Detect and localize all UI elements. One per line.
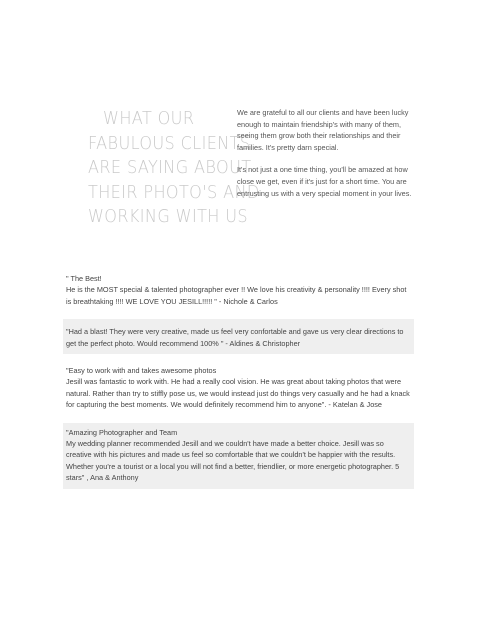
hero-title-line: FABULOUS CLIENTS <box>88 133 251 154</box>
testimonial-body: Jesill was fantastic to work with. He had a really cool vision. He was great about taking photos that were natural. Rather than try to stiffly pose us, we would instead just do things very casually and he had a knack for capturing the best moments. We would definitely recommend him to anyone". - Katelan & Jose <box>66 377 410 410</box>
hero-title-line: ARE SAYING ABOUT <box>88 158 252 178</box>
testimonial-heading: "Easy to work with and takes awesome photos <box>66 366 217 376</box>
hero-title-line: WHAT OUR <box>103 109 195 129</box>
hero-title-line: THEIR PHOTO'S AND <box>88 182 260 203</box>
testimonial-heading: "Amazing Photographer and Team <box>66 427 178 437</box>
testimonial-card <box>63 362 414 415</box>
testimonial-card <box>63 319 414 354</box>
testimonial-heading: " The Best! <box>66 274 102 283</box>
testimonial-card <box>63 270 414 311</box>
hero-title-line: WORKING WITH US <box>88 207 248 227</box>
hero-title <box>88 107 260 230</box>
testimonial-body: My wedding planner recommended Jesill and we couldn't have made a better choice. Jesill was so creative with his pictures and made us feel so comfortable that we couldn't be happier with the results. Whether you're a tourist or a local you will not find a better, friendlier, or more energetic photographer. 5 stars" , Ana & Anthony <box>66 439 400 483</box>
intro-paragraph: We are grateful to all our clients and have been lucky enough to maintain friendship's with many of them, seeing them grow both their relationships and their families. It's pretty darn special. <box>237 108 409 152</box>
intro-text <box>237 107 415 210</box>
intro-paragraph: It's not just a one time thing, you'll be amazed at how close we get, even if it's just for a short time. You are entrusting us with a very special moment in your lives. <box>237 165 412 198</box>
testimonials-list <box>63 270 414 497</box>
testimonial-body: "Had a blast! They were very creative, made us feel very confortable and gave us very clear directions to get the perfect photo. Would recommend 100% " - Aldines & Christopher <box>66 327 404 348</box>
testimonial-card <box>63 423 414 489</box>
testimonial-body: He is the MOST special & talented photographer ever !! We love his creativity & personality !!!! Every shot is breathtaking !!!! WE LOVE YOU JESILL!!!!! " - Nichole & Carlos <box>66 285 407 306</box>
